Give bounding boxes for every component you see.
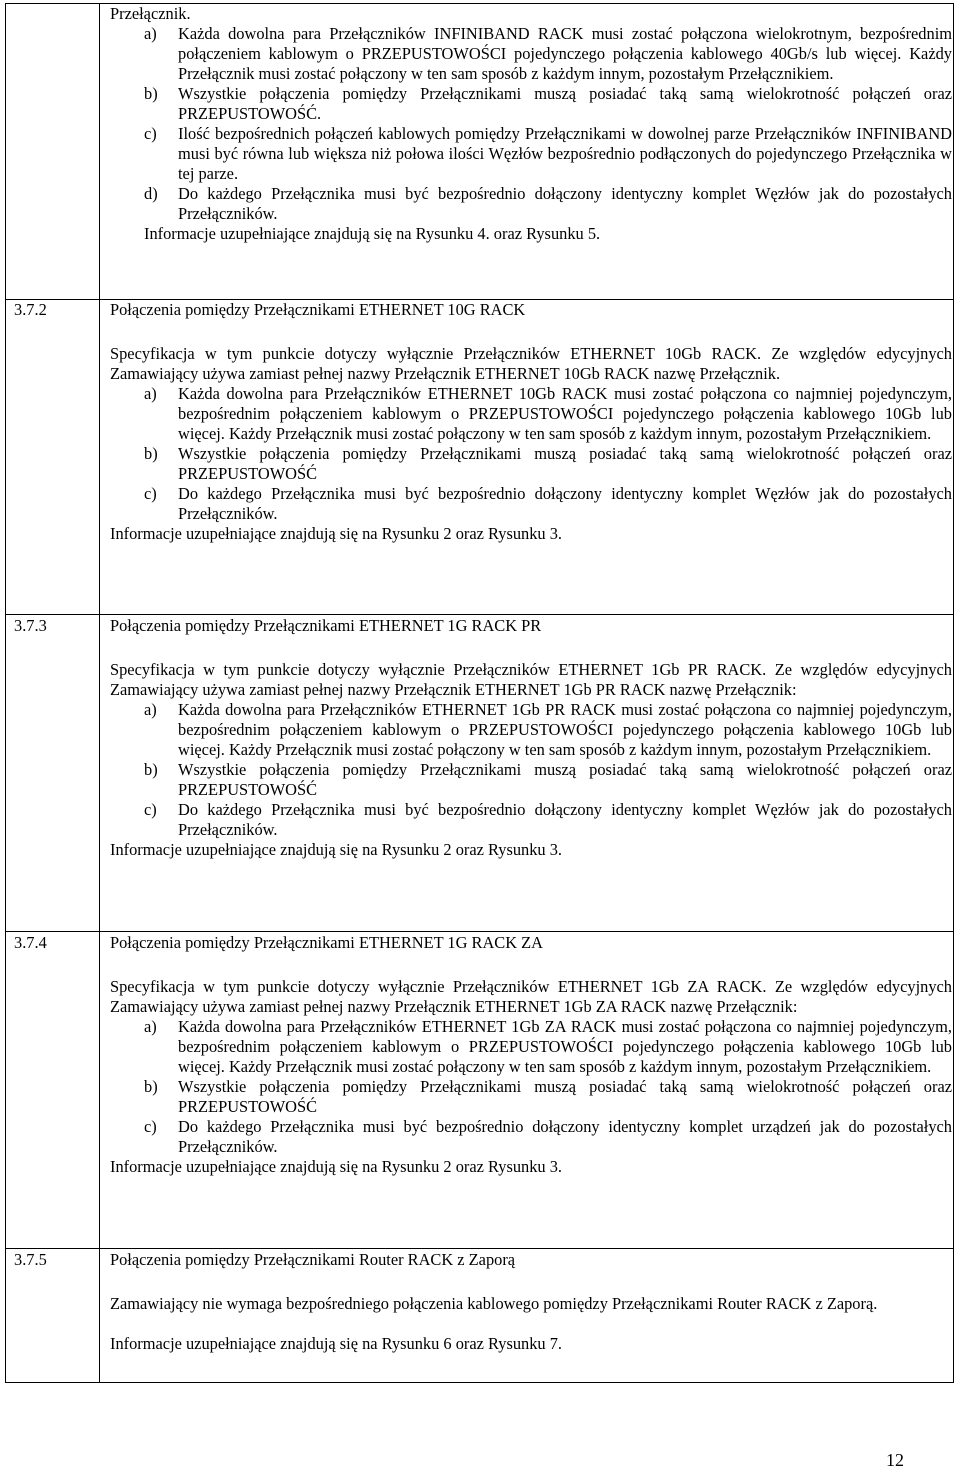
info-note: Informacje uzupełniające znajdują się na Rysunku 4. oraz Rysunku 5.: [144, 224, 601, 243]
list-item: b) Wszystkie połączenia pomiędzy Przełącznikami muszą posiadać taką samą wielokrotność połączeń oraz PRZEPUSTOWOŚĆ: [144, 760, 952, 799]
info-note: Informacje uzupełniające znajdują się na Rysunku 2 oraz Rysunku 3.: [110, 1157, 563, 1176]
section-intro: Zamawiający nie wymaga bezpośredniego połączenia kablowego pomiędzy Przełącznikami Router RACK z Zaporą.: [110, 1294, 878, 1313]
row-divider: [6, 614, 953, 615]
section-number: 3.7.5: [14, 1250, 47, 1269]
info-note: Informacje uzupełniające znajdują się na Rysunku 6 oraz Rysunku 7.: [110, 1334, 563, 1353]
section-title: Połączenia pomiędzy Przełącznikami ETHERNET 1G RACK PR: [110, 616, 542, 635]
section-number: 3.7.3: [14, 616, 47, 635]
list-item: c) Ilość bezpośrednich połączeń kablowych pomiędzy Przełącznikami w dowolnej parze Przełączników INFINIBAND musi być równa lub większa niż połowa ilości Węzłów bezpośrednio podłączonych do pojedynczego Przełącznika w tej parze.: [144, 124, 952, 183]
row-divider: [6, 1248, 953, 1249]
intro-text: Przełącznik.: [110, 4, 191, 23]
section-number: 3.7.2: [14, 300, 47, 319]
list-item: c) Do każdego Przełącznika musi być bezpośrednio dołączony identyczny komplet Węzłów jak do pozostałych Przełączników.: [144, 800, 952, 839]
list-item: a) Każda dowolna para Przełączników ETHERNET 1Gb ZA RACK musi zostać połączona co najmniej pojedynczym, bezpośrednim połączeniem kablowym o PRZEPUSTOWOŚCI pojedynczego połączenia kablowego 10Gb lub więcej. Każdy Przełącznik musi zostać połączony w ten sam sposób z każdym innym, pozostałym Przełącznikiem.: [144, 1017, 952, 1076]
row-divider: [6, 931, 953, 932]
list-item: c) Do każdego Przełącznika musi być bezpośrednio dołączony identyczny komplet urządzeń jak do pozostałych Przełączników.: [144, 1117, 952, 1156]
section-3-7-5: [110, 1250, 952, 1354]
section-intro: Specyfikacja w tym punkcie dotyczy wyłącznie Przełączników ETHERNET 1Gb ZA RACK. Ze względów edycyjnych Zamawiający używa zamiast pełnej nazwy Przełącznik ETHERNET 1Gb ZA RACK nazwę Przełącznik:: [110, 977, 952, 1016]
info-note: Informacje uzupełniające znajdują się na Rysunku 2 oraz Rysunku 3.: [110, 524, 563, 543]
list-item: c) Do każdego Przełącznika musi być bezpośrednio dołączony identyczny komplet Węzłów jak do pozostałych Przełączników.: [144, 484, 952, 523]
list-item: a) Każda dowolna para Przełączników INFINIBAND RACK musi zostać połączona wielokrotnym, bezpośrednim połączeniem kablowym o PRZEPUSTOWOŚCI pojedynczego połączenia kablowego 40Gb/s lub więcej. Każdy Przełącznik musi zostać połączony w ten sam sposób z każdym innym, pozostałym Przełącznikiem.: [144, 24, 952, 83]
column-divider: [99, 4, 100, 1382]
list-item: d) Do każdego Przełącznika musi być bezpośrednio dołączony identyczny komplet Węzłów jak do pozostałych Przełączników.: [144, 184, 952, 223]
section-title: Połączenia pomiędzy Przełącznikami Router RACK z Zaporą: [110, 1250, 516, 1269]
list-item: a) Każda dowolna para Przełączników ETHERNET 1Gb PR RACK musi zostać połączona co najmniej pojedynczym, bezpośrednim połączeniem kablowym o PRZEPUSTOWOŚCI pojedynczego połączenia kablowego 10Gb lub więcej. Każdy Przełącznik musi zostać połączony w ten sam sposób z każdym innym, pozostałym Przełącznikiem.: [144, 700, 952, 759]
section-3-7-4: [110, 933, 952, 1177]
section-intro: Specyfikacja w tym punkcie dotyczy wyłącznie Przełączników ETHERNET 10Gb RACK. Ze względów edycyjnych Zamawiający używa zamiast pełnej nazwy Przełącznik ETHERNET 10Gb RACK nazwę Przełącznik.: [110, 344, 952, 383]
section-continuation: [110, 4, 952, 244]
section-intro: Specyfikacja w tym punkcie dotyczy wyłącznie Przełączników ETHERNET 1Gb PR RACK. Ze względów edycyjnych Zamawiający używa zamiast pełnej nazwy Przełącznik ETHERNET 1Gb PR RACK nazwę Przełącznik:: [110, 660, 952, 699]
info-note: Informacje uzupełniające znajdują się na Rysunku 2 oraz Rysunku 3.: [110, 840, 563, 859]
section-number: 3.7.4: [14, 933, 47, 952]
list-item: b) Wszystkie połączenia pomiędzy Przełącznikami muszą posiadać taką samą wielokrotność połączeń oraz PRZEPUSTOWOŚĆ: [144, 1077, 952, 1116]
page-number: 12: [886, 1450, 904, 1470]
list-item: b) Wszystkie połączenia pomiędzy Przełącznikami muszą posiadać taką samą wielokrotność połączeń oraz PRZEPUSTOWOŚĆ.: [144, 84, 952, 123]
list-item: a) Każda dowolna para Przełączników ETHERNET 10Gb RACK musi zostać połączona co najmniej pojedynczym, bezpośrednim połączeniem kablowym o PRZEPUSTOWOŚCI pojedynczego połączenia kablowego 10Gb lub więcej. Każdy Przełącznik musi zostać połączony w ten sam sposób z każdym innym, pozostałym Przełącznikiem.: [144, 384, 952, 443]
section-3-7-3: [110, 616, 952, 860]
section-3-7-2: [110, 300, 952, 544]
section-title: Połączenia pomiędzy Przełącznikami ETHERNET 1G RACK ZA: [110, 933, 544, 952]
list-item: b) Wszystkie połączenia pomiędzy Przełącznikami muszą posiadać taką samą wielokrotność połączeń oraz PRZEPUSTOWOŚĆ: [144, 444, 952, 483]
document-table: [5, 3, 954, 1383]
section-title: Połączenia pomiędzy Przełącznikami ETHERNET 10G RACK: [110, 300, 526, 319]
